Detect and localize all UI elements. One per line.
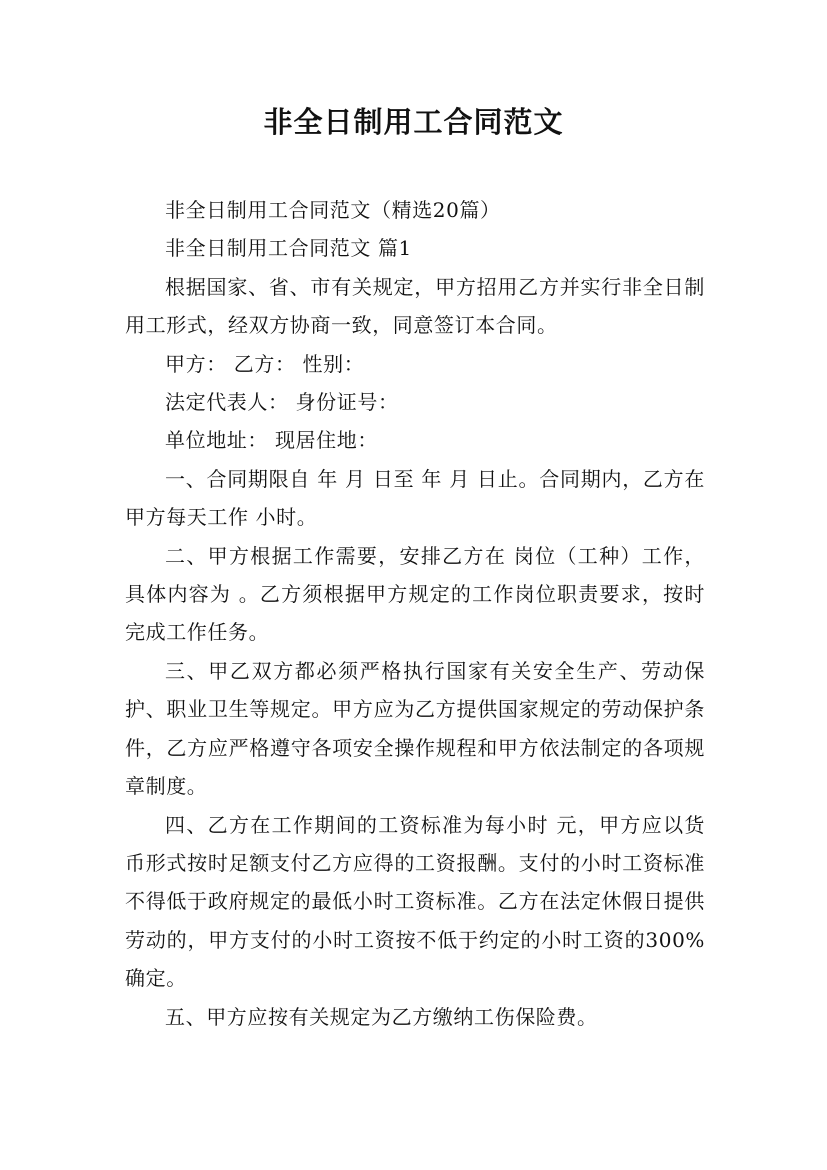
paragraph-clause-1: 一、合同期限自 年 月 日至 年 月 日止。合同期内，乙方在甲方每天工作 小时。 bbox=[125, 466, 705, 530]
paragraph-clause-5: 五、甲方应按有关规定为乙方缴纳工伤保险费。 bbox=[165, 1004, 598, 1029]
paragraph-section-heading: 非全日制用工合同范文 篇1 bbox=[165, 236, 412, 261]
paragraph-clause-4: 四、乙方在工作期间的工资标准为每小时 元，甲方应以货币形式按时足额支付乙方应得的工资报酬。支付的小时工资标准不得低于政府规定的最低小时工资标准。乙方在法定休假日提供劳动的，甲方支付的小时工资按不低于约定的小时工资的300%确定。 bbox=[125, 812, 705, 991]
paragraph-address: 单位地址： 现居住地： bbox=[165, 428, 378, 453]
paragraph-clause-2: 二、甲方根据工作需要，安排乙方在 岗位（工种）工作，具体内容为 。乙方须根据甲方规定的工作岗位职责要求，按时完成工作任务。 bbox=[125, 543, 705, 645]
document-title: 非全日制用工合同范文 bbox=[263, 105, 564, 139]
paragraph-intro: 根据国家、省、市有关规定，甲方招用乙方并实行非全日制用工形式，经双方协商一致，同意签订本合同。 bbox=[125, 274, 705, 338]
paragraph-clause-3: 三、甲乙双方都必须严格执行国家有关安全生产、劳动保护、职业卫生等规定。甲方应为乙方提供国家规定的劳动保护条件，乙方应严格遵守各项安全操作规程和甲方依法制定的各项规章制度。 bbox=[125, 658, 705, 799]
paragraph-subtitle: 非全日制用工合同范文（精选20篇） bbox=[165, 198, 501, 222]
paragraph-parties: 甲方： 乙方： 性别： bbox=[165, 351, 365, 376]
paragraph-legal-representative: 法定代表人： 身份证号： bbox=[165, 390, 399, 415]
document-body bbox=[125, 191, 705, 1036]
